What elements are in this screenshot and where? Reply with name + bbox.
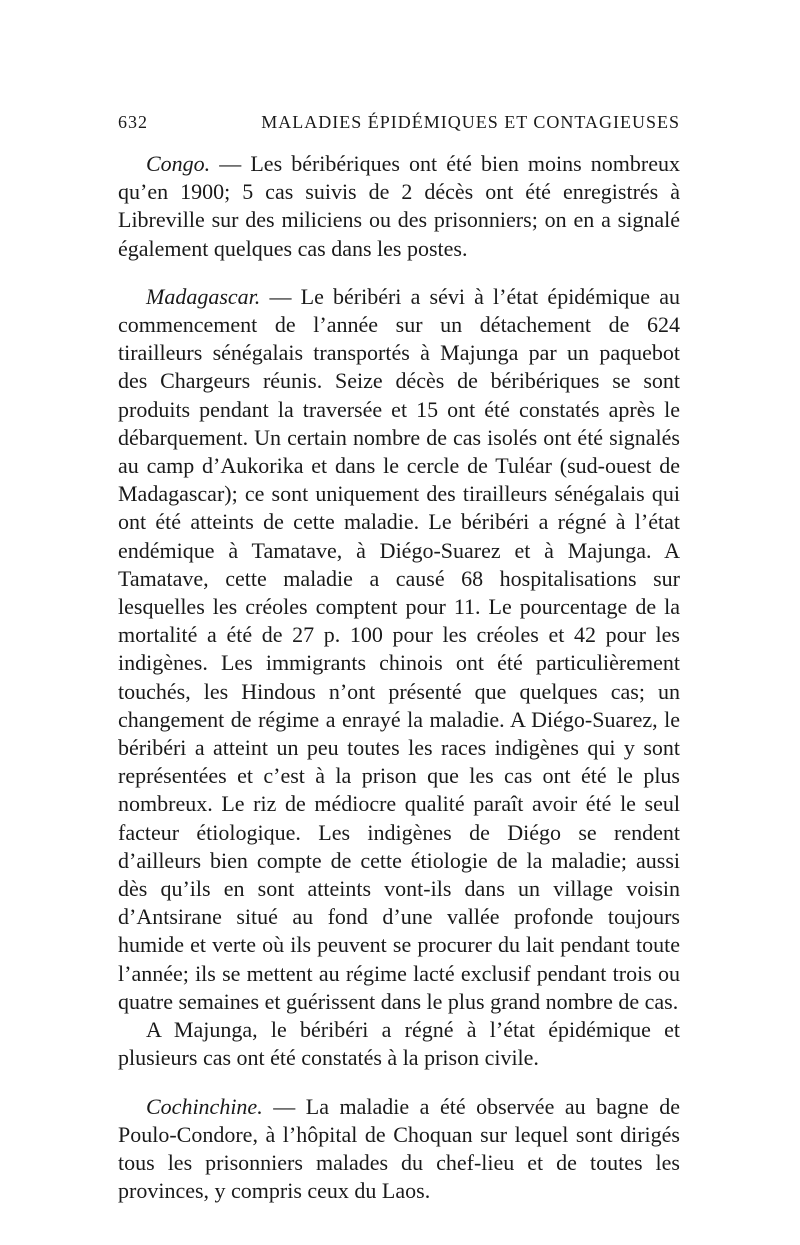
running-title: MALADIES ÉPIDÉMIQUES ET CONTAGIEUSES: [261, 112, 680, 132]
paragraph-text: — Les béribériques ont été bien moins nombreux qu’en 1900; 5 cas suivis de 2 décès ont été enregistrés à Libreville sur des miliciens ou des prisonniers; on en a signalé également quelques cas dans les postes.: [118, 151, 680, 261]
paragraph-text: A Majunga, le béribéri a régné à l’état épidémique et plusieurs cas ont été constatés à la prison civile.: [118, 1017, 680, 1071]
paragraph-majunga: [118, 1016, 680, 1072]
page-body: [118, 150, 680, 1205]
paragraph-text: — Le béribéri a sévi à l’état épidémique au commencement de l’année sur un détachement de 624 tirailleurs sénégalais transportés à Majunga par un paquebot des Chargeurs réunis. Seize décès de béribériques se sont produits pendant la traversée et 15 ont été constatés après le débarquement. Un certain nombre de cas isolés ont été signalés au camp d’Aukorika et dans le cercle de Tuléar (sud-ouest de Madagascar); ce sont uniquement des tirailleurs sénégalais qui ont été atteints de cette maladie. Le béribéri a régné à l’état endémique à Tamatave, à Diégo-Suarez et à Majunga. A Tamatave, cette maladie a causé 68 hospitalisations sur lesquelles les créoles comptent pour 11. Le pourcentage de la mortalité a été de 27 p. 100 pour les créoles et 42 pour les indigènes. Les immigrants chinois ont été particulièrement touchés, les Hindous n’ont présenté que quelques cas; un changement de régime a enrayé la maladie. A Diégo-Suarez, le béribéri a atteint un peu toutes les races indigènes qui y sont représentées et c’est à la prison que les cas ont été le plus nombreux. Le riz de médiocre qualité paraît avoir été le seul facteur étiologique. Les indigènes de Diégo se rendent d’ailleurs bien compte de cette étiologie de la maladie; aussi dès qu’ils en sont atteints vont-ils dans un village voisin d’Antsirane situé au fond d’une vallée profonde toujours humide et verte où ils peuvent se procurer du lait pendant toute l’année; ils se mettent au régime lacté exclusif pendant trois ou quatre semaines et guérissent dans le plus grand nombre de cas.: [118, 283, 680, 1014]
paragraph-text: — La maladie a été observée au bagne de Poulo-Condore, à l’hôpital de Choquan sur lequel sont dirigés tous les prisonniers malades du chef-lieu et de toutes les provinces, y compris ceux du Laos.: [118, 1093, 680, 1204]
page-header: [118, 112, 680, 142]
paragraph-madagascar: [118, 283, 680, 1016]
paragraph-cochinchine: [118, 1093, 680, 1206]
section-lead-cochinchine: Cochinchine.: [146, 1093, 263, 1119]
section-lead-congo: Congo.: [146, 151, 211, 176]
paragraph-congo: [118, 150, 680, 263]
section-lead-madagascar: Madagascar.: [146, 283, 261, 309]
page-number: 632: [118, 112, 148, 132]
